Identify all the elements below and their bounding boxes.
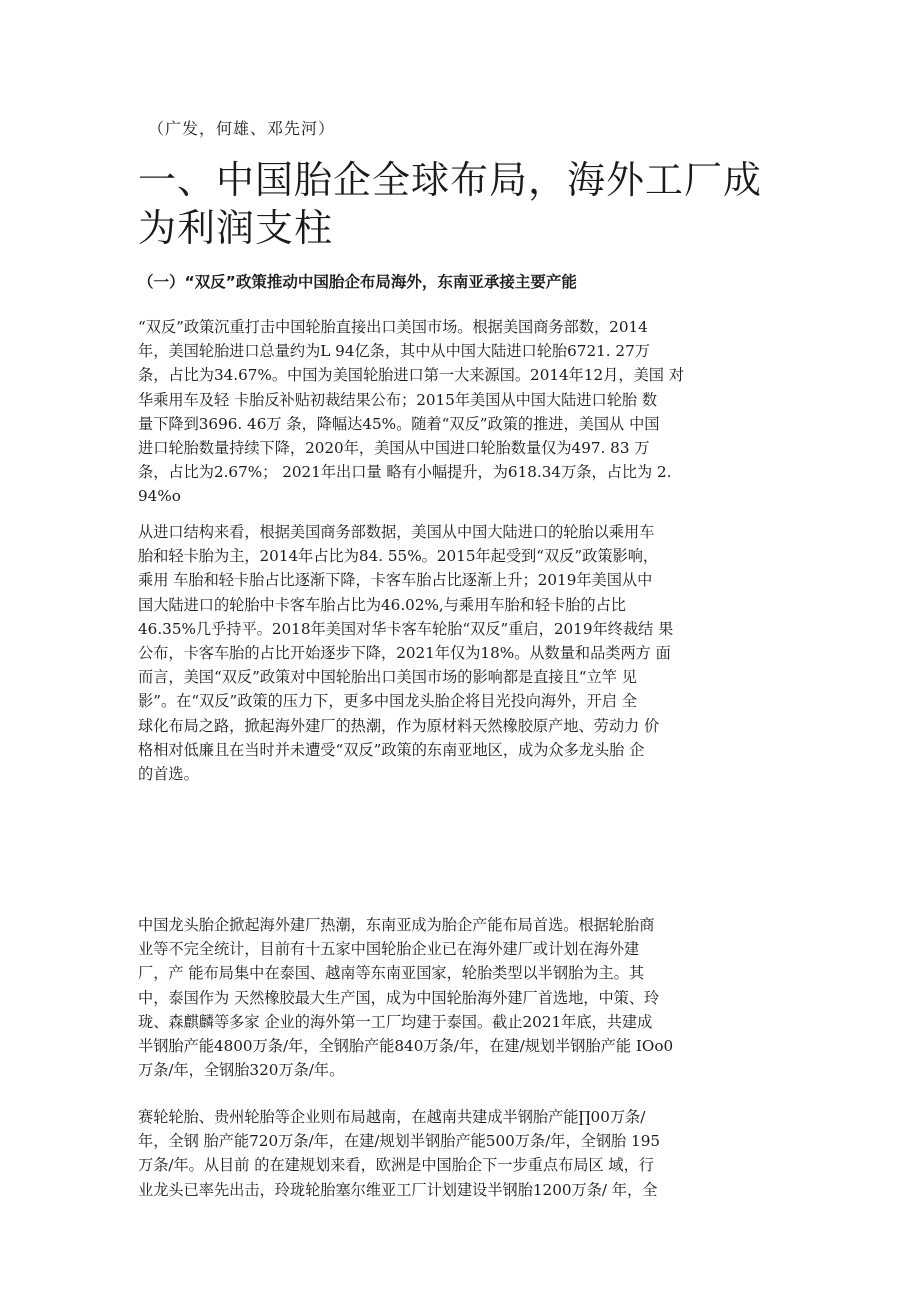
paragraph-line: 46.35%几乎持平。2018年美国对华卡客车轮胎“双反”重启，2019年终裁结 果: [138, 619, 674, 638]
paragraph-line: 业等不完全统计，目前有十五家中国轮胎企业已在海外建厂或计划在海外建: [138, 940, 640, 959]
paragraph-line: 中国龙头胎企掀起海外建厂热潮，东南亚成为胎企产能布局首选。根据轮胎商: [138, 916, 655, 934]
paragraph-line: 华乘用车及轻 卡胎反补贴初裁结果公布；2015年美国从中国大陆进口轮胎 数: [138, 390, 658, 409]
paragraph-line: 球化布局之路，掀起海外建厂的热潮，作为原材料天然橡胶原产地、劳动力 价: [138, 716, 660, 735]
paragraph-line: 影”。在“双反”政策的压力下，更多中国龙头胎企将目光投向海外，开启 全: [138, 692, 637, 711]
author-line: （广发，何雄、邓先河）: [148, 119, 336, 138]
paragraph: [138, 913, 778, 1082]
paragraph-line: 国大陆进口的轮胎中卡客车胎占比为46.02%,与乘用车胎和轻卡胎的占比: [138, 595, 626, 614]
paragraph-line: 万条/年。从目前 的在建规划来看，欧洲是中国胎企下一步重点布局区 域，行: [138, 1156, 654, 1175]
paragraph-line: 进口轮胎数量持续下降，2020年，美国从中国进口轮胎数量仅为497. 83 万: [138, 439, 650, 458]
paragraph-line: 半钢胎产能4800万条/年，全钢胎产能840万条/年，在建/规划半钢胎产能 IOo0: [138, 1037, 674, 1056]
paragraph-line: 条，占比为2.67%； 2021年出口量 略有小幅提升，为618.34万条，占比为 2.: [138, 463, 672, 482]
paragraph-line: 格相对低廉且在当时并未遭受“双反”政策的东南亚地区，成为众多龙头胎 企: [138, 740, 645, 759]
paragraph-line: 赛轮轮胎、贵州轮胎等企业则布局越南，在越南共建成半钢胎产能∏00万条/: [138, 1108, 646, 1126]
paragraph-line: 条，占比为34.67%。中国为美国轮胎进口第一大来源国。2014年12月，美国 对: [138, 366, 684, 385]
section-title: 一、中国胎企全球布局，海外工厂成为利润支柱: [138, 158, 763, 250]
paragraph-line: 的首选。: [138, 765, 199, 784]
paragraph-line: 而言，美国“双反”政策对中国轮胎出口美国市场的影响都是直接且“立竿 见: [138, 668, 637, 687]
paragraph-line: 业龙头已率先出击，玲珑轮胎塞尔维亚工厂计划建设半钢胎1200万条/ 年，全: [138, 1180, 658, 1199]
paragraph: [138, 1105, 778, 1202]
paragraph-line: “双反”政策沉重打击中国轮胎直接出口美国市场。根据美国商务部数，2014: [138, 318, 648, 336]
paragraph-line: 珑、森麒麟等多家 企业的海外第一工厂均建于泰国。截止2021年底，共建成: [138, 1012, 653, 1031]
paragraph-line: 厂，产 能布局集中在泰国、越南等东南亚国家，轮胎类型以半钢胎为主。其: [138, 964, 645, 983]
paragraph-line: 年，全钢 胎产能720万条/年，在建/规划半钢胎产能500万条/年，全钢胎 195: [138, 1132, 661, 1151]
paragraph-line: 从进口结构来看，根据美国商务部数据，美国从中国大陆进口的轮胎以乘用车: [138, 523, 655, 541]
paragraph: [138, 315, 778, 509]
paragraph-line: 万条/年，全钢胎320万条/年。: [138, 1061, 345, 1080]
paragraph-line: 中，泰国作为 天然橡胶最大生产国，成为中国轮胎海外建厂首选地，中策、玲: [138, 988, 660, 1007]
paragraph-line: 年，美国轮胎进口总量约为L 94亿条，其中从中国大陆进口轮胎6721. 27万: [138, 342, 650, 361]
paragraph: [138, 520, 778, 786]
paragraph-line: 胎和轻卡胎为主，2014年占比为84. 55%。2015年起受到“双反”政策影响，: [138, 547, 659, 566]
paragraph-line: 乘用 车胎和轻卡胎占比逐渐下降，卡客车胎占比逐渐上升；2019年美国从中: [138, 571, 653, 590]
paragraph-line: 量下降到3696. 46万 条，降幅达45%。随着“双反”政策的推进，美国从 中国: [138, 414, 660, 433]
paragraph-line: 94%o: [138, 487, 181, 506]
paragraph-line: 公布，卡客车胎的占比开始逐步下降，2021年仅为18%。从数量和品类两方 面: [138, 644, 671, 663]
subsection-title: （一）“双反”政策推动中国胎企布局海外，东南亚承接主要产能: [138, 273, 577, 291]
